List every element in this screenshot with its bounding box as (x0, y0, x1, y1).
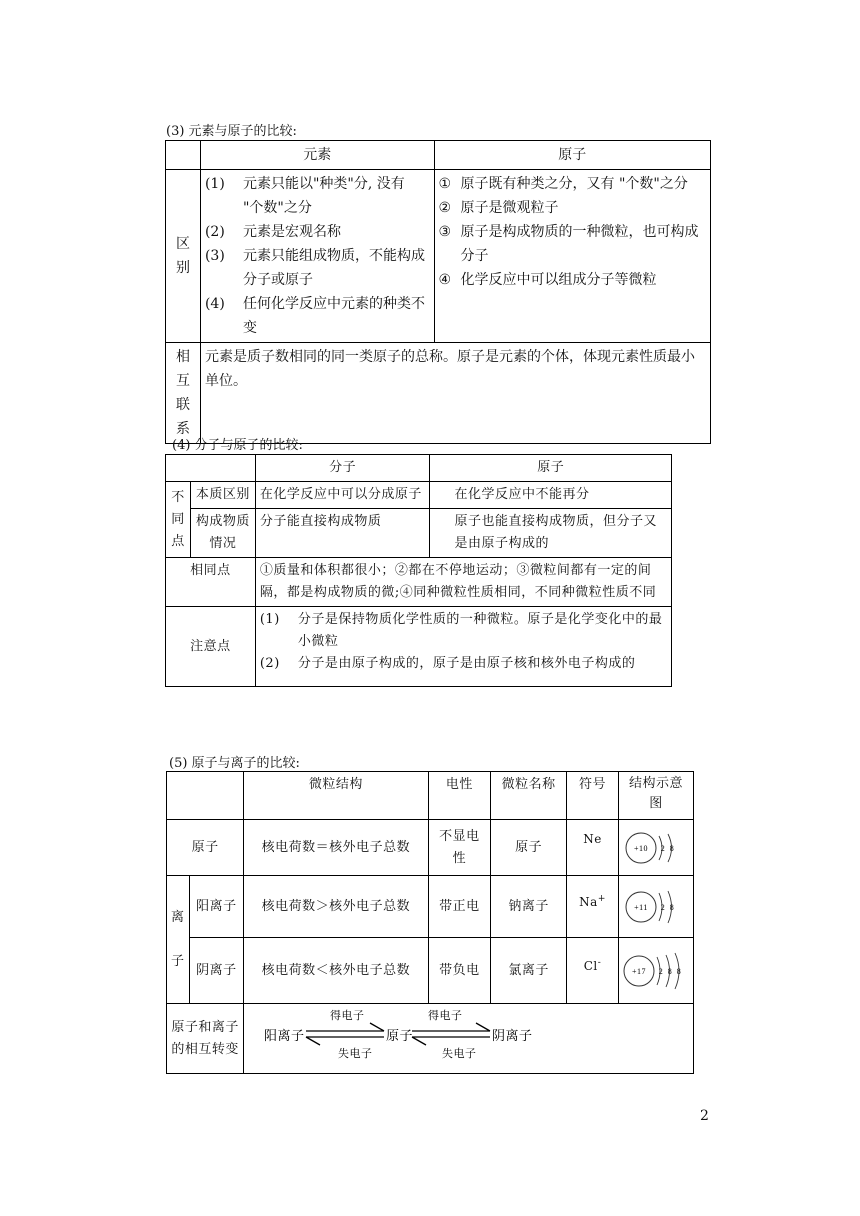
convert-label: 原子和离子的相互转变 (167, 1004, 244, 1074)
header-diagram: 结构示意图 (618, 772, 693, 820)
atom-name: 原子 (491, 820, 567, 876)
element-atom-table (165, 140, 711, 444)
molecule-atom-table (165, 454, 672, 687)
cation-structure-diagram (618, 876, 693, 938)
cation-name: 钠离子 (491, 876, 567, 938)
ion-label: 离子 (167, 876, 190, 1004)
atom-ion-table (166, 771, 694, 1074)
svg-text:2: 2 (658, 966, 664, 976)
conversion-equation (260, 1005, 550, 1065)
svg-text:阴离子: 阴离子 (492, 1027, 533, 1043)
header-structure: 微粒结构 (244, 772, 428, 820)
svg-text:失电子: 失电子 (442, 1047, 477, 1060)
cation-charge: 带正电 (428, 876, 491, 938)
conversion-diagram (244, 1004, 694, 1074)
svg-text:8: 8 (667, 966, 673, 976)
same-label: 相同点 (166, 558, 256, 607)
cation-symbol: Na+ (567, 876, 619, 938)
same-text: ①质量和体积都很小；②都在不停地运动；③微粒间都有一定的间隔，都是构成物质的微;④同种微粒性质相同，不同种微粒性质不同 (255, 558, 671, 607)
svg-text:8: 8 (669, 902, 675, 912)
header-symbol: 符号 (567, 772, 619, 820)
svg-text:得电子: 得电子 (428, 1009, 463, 1022)
header-charge: 电性 (428, 772, 491, 820)
list-item: (1) 分子是保持物质化学性质的一种微粒。原子是化学变化中的最小微粒 (259, 612, 663, 649)
anion-structure-diagram (618, 938, 693, 1004)
page-number: 2 (700, 1108, 709, 1124)
list-item: (4) 任何化学反应中元素的种类不变 (204, 296, 425, 336)
svg-text:得电子: 得电子 (330, 1009, 365, 1022)
header-atom: 原子 (434, 141, 710, 170)
svg-text:8: 8 (676, 966, 682, 976)
anion-name: 氯离子 (491, 938, 567, 1004)
section-3-caption: (3) 元素与原子的比较: (166, 124, 297, 139)
svg-text:原子: 原子 (386, 1027, 414, 1043)
svg-text:失电子: 失电子 (338, 1047, 373, 1060)
header-molecule: 分子 (255, 455, 430, 482)
note-label: 注意点 (166, 607, 256, 687)
diff-label: 区别 (166, 170, 201, 343)
cation-structure: 核电荷数＞核外电子总数 (244, 876, 428, 938)
list-item: ③ 原子是构成物质的一种微粒，也可构成分子 (438, 224, 699, 264)
list-item: (2) 分子是由原子构成的，原子是由原子核和核外电子构成的 (259, 656, 636, 671)
section-5-caption: (5) 原子与离子的比较: (169, 756, 300, 771)
svg-text:2: 2 (660, 902, 666, 912)
list-item: ① 原子既有种类之分，又有 "个数"之分 (438, 176, 688, 192)
header-atom: 原子 (430, 455, 672, 482)
header-element: 元素 (200, 141, 434, 170)
anion-charge: 带负电 (428, 938, 491, 1004)
cation-label: 阳离子 (189, 876, 244, 938)
list-item: (3) 元素只能组成物质，不能构成分子或原子 (204, 248, 425, 288)
list-item: ④ 化学反应中可以组成分子等微粒 (438, 272, 657, 288)
anion-structure: 核电荷数＜核外电子总数 (244, 938, 428, 1004)
svg-text:2: 2 (660, 843, 666, 853)
atom-row-label: 原子 (167, 820, 244, 876)
diff-label: 不同点 (166, 482, 191, 558)
cell-molecule-essence: 在化学反应中可以分成原子 (255, 482, 430, 509)
header-name: 微粒名称 (491, 772, 567, 820)
relation-label: 相互联系 (166, 343, 201, 444)
section-4-caption: (4) 分子与原子的比较: (172, 438, 303, 453)
atom-structure: 核电荷数＝核外电子总数 (244, 820, 428, 876)
svg-text:8: 8 (669, 843, 675, 853)
svg-text:阳离子: 阳离子 (264, 1027, 305, 1043)
atom-symbol: Ne (567, 820, 619, 876)
cell-atom-composition: 原子也能直接构成物质，但分子又是由原子构成的 (430, 509, 672, 558)
svg-text:+17: +17 (631, 966, 646, 976)
list-item: ② 原子是微观粒子 (438, 200, 559, 216)
svg-text:+11: +11 (634, 902, 648, 912)
cell-atom-essence: 在化学反应中不能再分 (430, 482, 672, 509)
list-item: (2) 元素是宏观名称 (204, 224, 341, 240)
element-list (200, 170, 434, 343)
list-item: (1) 元素只能以"种类"分, 没有 "个数"之分 (204, 176, 405, 216)
atom-list (434, 170, 710, 343)
row-label-essence: 本质区别 (190, 482, 255, 509)
row-label-composition: 构成物质情况 (190, 509, 255, 558)
anion-label: 阴离子 (189, 938, 244, 1004)
anion-symbol: Cl- (567, 938, 619, 1004)
note-list (255, 607, 671, 687)
svg-text:+10: +10 (633, 843, 648, 853)
atom-structure-diagram (618, 820, 693, 876)
relation-text: 元素是质子数相同的同一类原子的总称。原子是元素的个体，体现元素性质最小单位。 (200, 343, 710, 444)
cell-molecule-composition: 分子能直接构成物质 (255, 509, 430, 558)
atom-charge: 不显电 性 (428, 820, 491, 876)
